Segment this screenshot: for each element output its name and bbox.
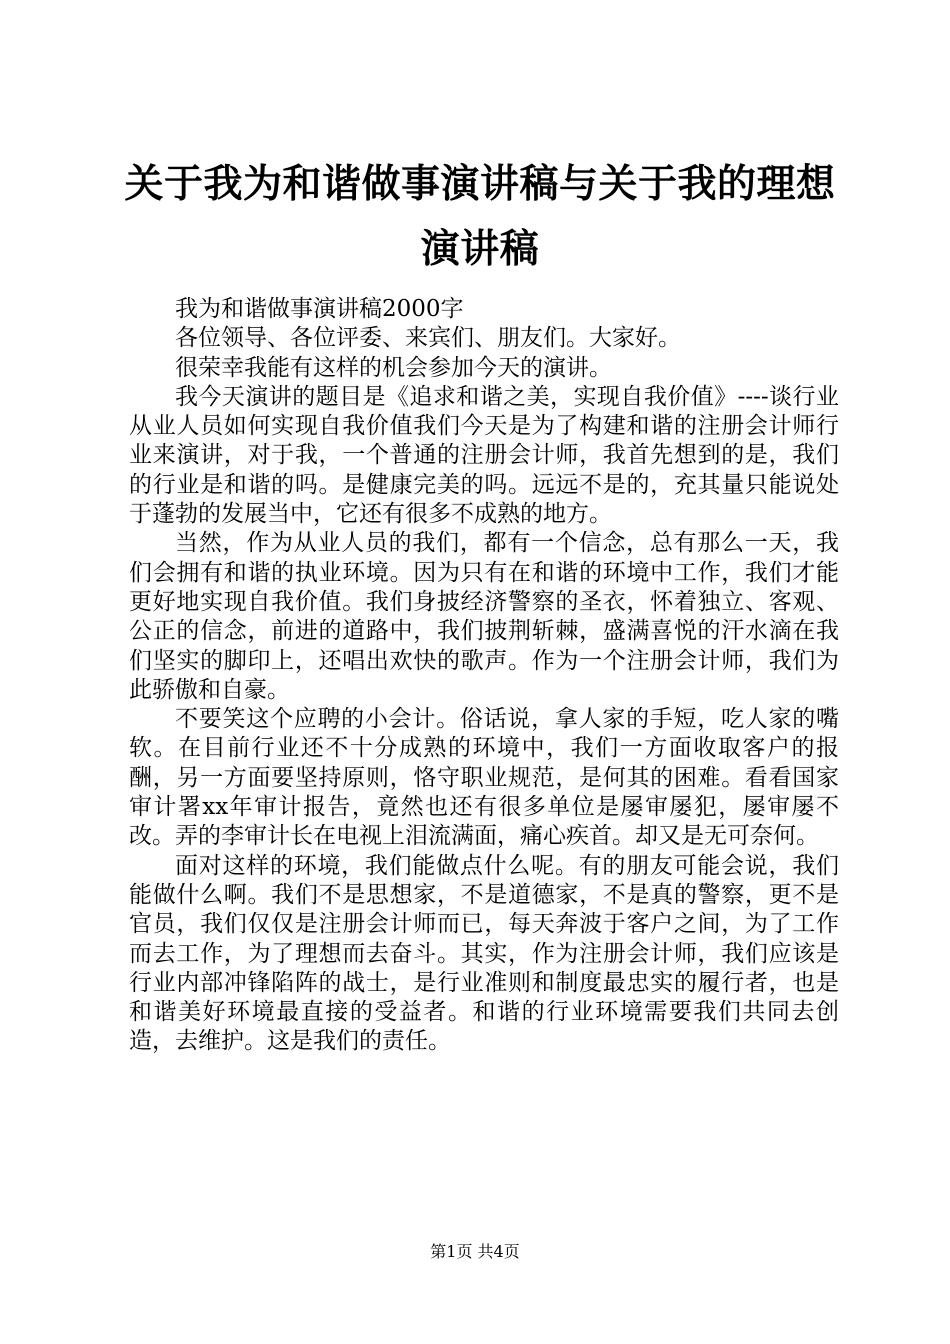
paragraph-topic: 我今天演讲的题目是《追求和谐之美，实现自我价值》----谈行业从业人员如何实现自我价值我们今天是为了构建和谐的注册会计师行业来演讲，对于我，一个普通的注册会计师，我首先想到的是，我们的行业是和谐的吗。是健康完美的吗。远远不是的，充其量只能说处于蓬勃的发展当中，它还有很多不成熟的地方。 <box>129 383 839 528</box>
document-body <box>129 295 839 1057</box>
paragraph-greeting: 各位领导、各位评委、来宾们、朋友们。大家好。 <box>175 325 681 352</box>
page-number-footer: 第1页 共4页 <box>430 1242 520 1261</box>
paragraph-opening: 很荣幸我能有这样的机会参加今天的演讲。 <box>175 354 612 381</box>
document-title: 关于我为和谐做事演讲稿与关于我的理想演讲稿 <box>124 162 836 272</box>
paragraph-difficulty: 不要笑这个应聘的小会计。俗话说，拿人家的手短，吃人家的嘴软。在目前行业还不十分成熟的环境中，我们一方面收取客户的报酬，另一方面要坚持原则，恪守职业规范，是何其的困难。看看国家审计署xx年审计报告，竟然也还有很多单位是屡审屡犯，屡审屡不改。弄的李审计长在电视上泪流满面，痛心疾首。却又是无可奈何。 <box>129 706 839 850</box>
paragraph-belief: 当然，作为从业人员的我们，都有一个信念，总有那么一天，我们会拥有和谐的执业环境。因为只有在和谐的环境中工作，我们才能更好地实现自我价值。我们身披经济警察的圣衣，怀着独立、客观、公正的信念，前进的道路中，我们披荆斩棘，盛满喜悦的汗水滴在我们坚实的脚印上，还唱出欢快的歌声。作为一个注册会计师，我们为此骄傲和自豪。 <box>129 530 839 703</box>
paragraph-responsibility: 面对这样的环境，我们能做点什么呢。有的朋友可能会说，我们能做什么啊。我们不是思想家，不是道德家，不是真的警察，更不是官员，我们仅仅是注册会计师而已，每天奔波于客户之间，为了工作而去工作，为了理想而去奋斗。其实，作为注册会计师，我们应该是行业内部冲锋陷阵的战士，是行业准则和制度最忠实的履行者，也是和谐美好环境最直接的受益者。和谐的行业环境需要我们共同去创造，去维护。这是我们的责任。 <box>129 852 839 1055</box>
paragraph-subtitle: 我为和谐做事演讲稿2000字 <box>175 296 464 322</box>
